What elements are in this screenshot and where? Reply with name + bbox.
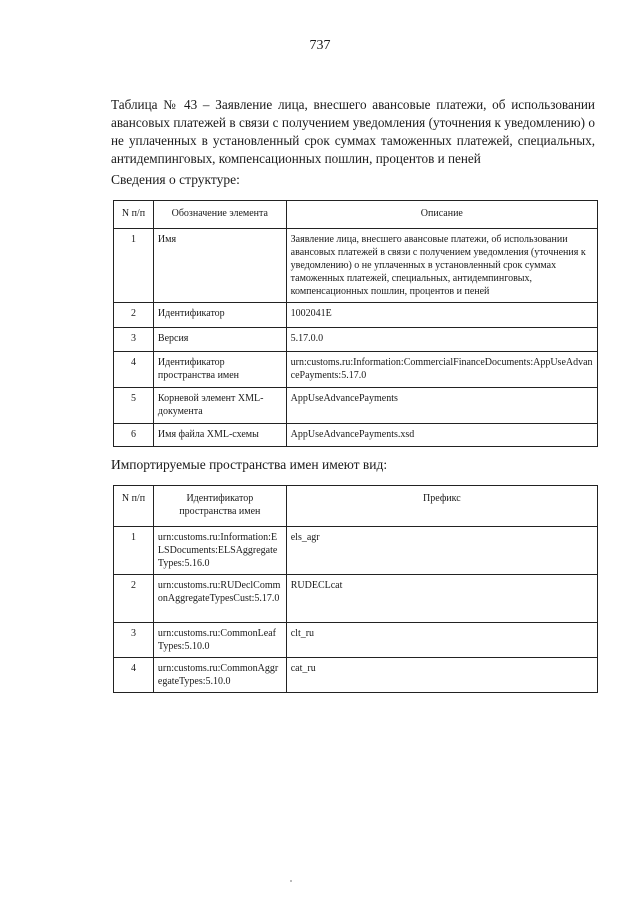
header-prefix: Префикс [286, 486, 597, 527]
scan-speck [290, 880, 292, 882]
structure-table-header [114, 201, 598, 229]
row-num: 1 [114, 229, 154, 303]
structure-table [113, 200, 598, 447]
row-num: 3 [114, 623, 154, 658]
row-num: 3 [114, 328, 154, 352]
row-num: 1 [114, 527, 154, 575]
row-description: AppUseAdvancePayments [286, 388, 597, 424]
row-description: 5.17.0.0 [286, 328, 597, 352]
row-num: 4 [114, 352, 154, 388]
row-num: 5 [114, 388, 154, 424]
header-description: Описание [286, 201, 597, 229]
table-title: Таблица № 43 – Заявление лица, внесшего авансовые платежи, об использовании авансовых платежей в связи с получением уведомления (уточнения к уведомлению) о не уплаченных в установленный срок суммах таможенных платежей, специальных, антидемпинговых, компенсационных пошлин, процентов и пеней [111, 97, 595, 166]
namespaces-label: Импортируемые пространства имен имеют вид: [111, 457, 388, 472]
row-num: 2 [114, 303, 154, 328]
row-description: urn:customs.ru:Information:CommercialFinanceDocuments:AppUseAdvancePayments:5.17.0 [286, 352, 597, 388]
table-row [114, 575, 598, 623]
row-element: Корневой элемент XML-документа [153, 388, 286, 424]
row-num: 2 [114, 575, 154, 623]
table-row [114, 388, 598, 424]
row-prefix: RUDECLcat [286, 575, 597, 623]
header-element: Обозначение элемента [153, 201, 286, 229]
row-prefix: els_agr [286, 527, 597, 575]
row-element: Версия [153, 328, 286, 352]
row-element: Идентификатор [153, 303, 286, 328]
row-namespace: urn:customs.ru:RUDeclCommonAggregateTypesCust:5.17.0 [153, 575, 286, 623]
row-namespace: urn:customs.ru:CommonAggregateTypes:5.10.0 [153, 658, 286, 693]
table-row [114, 229, 598, 303]
namespaces-table-header [114, 486, 598, 527]
header-num: N п/п [114, 486, 154, 527]
table-row [114, 658, 598, 693]
row-element: Идентификатор пространства имен [153, 352, 286, 388]
row-prefix: cat_ru [286, 658, 597, 693]
header-num: N п/п [114, 201, 154, 229]
row-prefix: clt_ru [286, 623, 597, 658]
table-row [114, 303, 598, 328]
header-namespace: Идентификатор пространства имен [153, 486, 286, 527]
structure-label: Сведения о структуре: [111, 172, 240, 187]
table-row [114, 328, 598, 352]
row-element: Имя [153, 229, 286, 303]
row-description: Заявление лица, внесшего авансовые платежи, об использовании авансовых платежей в связи с получением уведомления (уточнения к уведомлению) о не уплаченных в установленный срок суммах таможенных платежей, специальных, антидемпинговых, компенсационных пошлин, процентов и пеней [286, 229, 597, 303]
table-row [114, 527, 598, 575]
page-number: 737 [309, 38, 331, 53]
row-num: 6 [114, 424, 154, 447]
row-namespace: urn:customs.ru:CommonLeafTypes:5.10.0 [153, 623, 286, 658]
table-row [114, 352, 598, 388]
namespaces-table [113, 485, 598, 693]
row-element: Имя файла XML-схемы [153, 424, 286, 447]
table-row [114, 623, 598, 658]
table-row [114, 424, 598, 447]
row-description: 1002041E [286, 303, 597, 328]
row-description: AppUseAdvancePayments.xsd [286, 424, 597, 447]
row-num: 4 [114, 658, 154, 693]
row-namespace: urn:customs.ru:Information:ELSDocuments:ELSAggregateTypes:5.16.0 [153, 527, 286, 575]
